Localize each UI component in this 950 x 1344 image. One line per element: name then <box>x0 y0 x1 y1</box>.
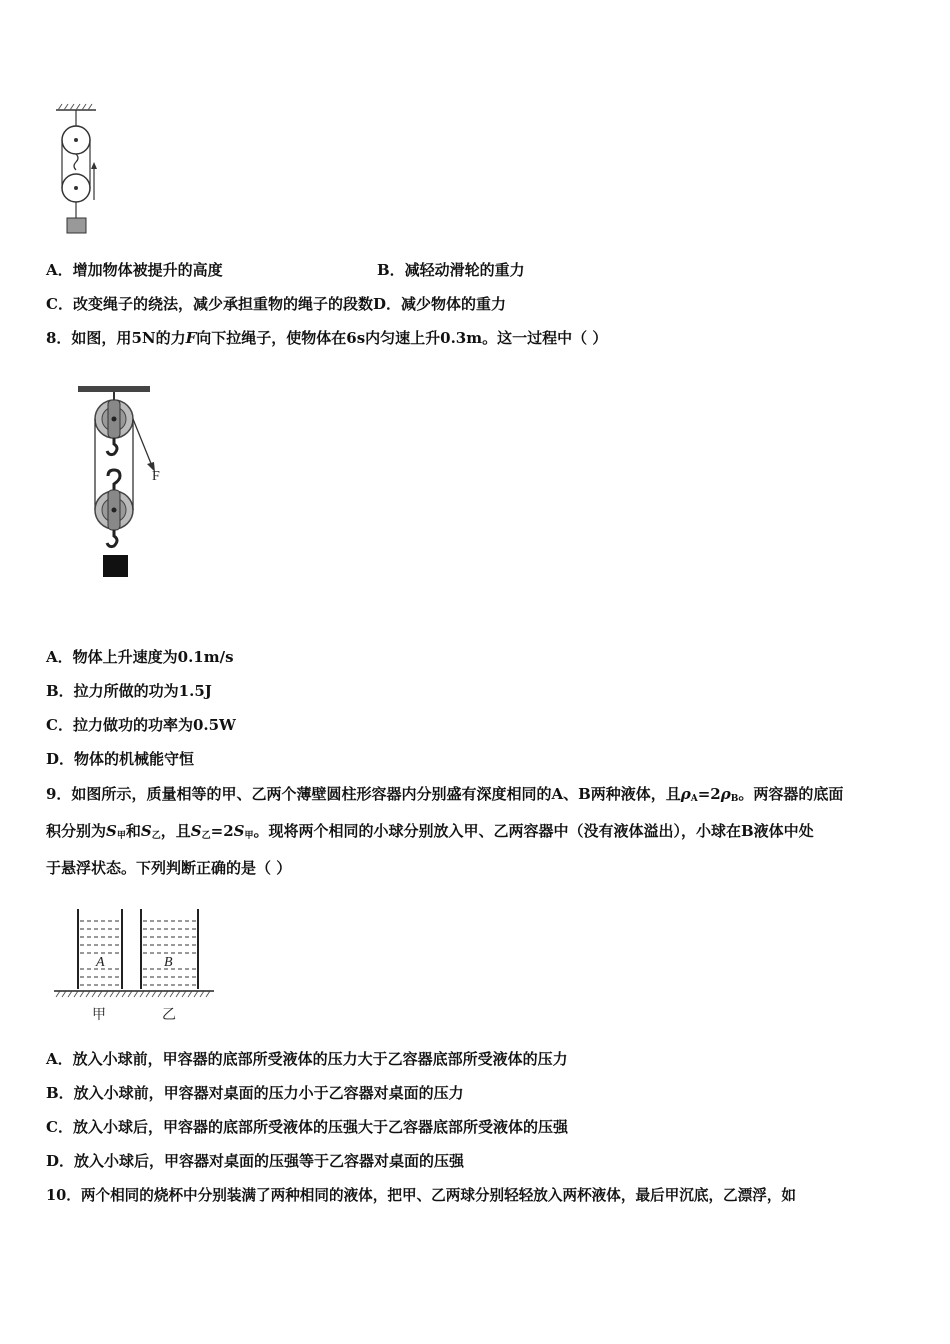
q8-option-b: B．拉力所做的功为1.5J <box>46 682 212 700</box>
q10-stem: 10．两个相同的烧杯中分别装满了两种相同的液体，把甲、乙两球分别轻轻放入两杯液体，最后甲沉底，乙漂浮，如 <box>46 1187 797 1204</box>
q9-label-yi: 乙 <box>162 1007 176 1023</box>
q7-option-b: B．减轻动滑轮的重力 <box>377 261 525 279</box>
q9-option-b: B．放入小球前，甲容器对桌面的压力小于乙容器对桌面的压力 <box>46 1084 464 1102</box>
q7-option-d: D．减少物体的重力 <box>372 295 506 313</box>
q8-option-d: D．物体的机械能守恒 <box>46 750 195 768</box>
q7-option-c-d <box>46 294 506 314</box>
q9-option-c: C．放入小球后，甲容器的底部所受液体的压强大于乙容器底部所受液体的压强 <box>46 1118 568 1136</box>
q9-stem-line1: 9．如图所示，质量相等的甲、乙两个薄壁圆柱形容器内分别盛有深度相同的A、B两种液体，且$\rho_A=2\rho_B$。两容器的底面 <box>46 785 844 804</box>
q8-stem: 8．如图，用5N的力F向下拉绳子，使物体在6s内匀速上升0.3m。这一过程中（ ） <box>46 329 608 347</box>
q8-force-label: F <box>152 469 160 484</box>
q8-option-c: C．拉力做功的功率为0.5W <box>46 716 236 734</box>
q7-option-a: A．增加物体被提升的高度 <box>46 261 223 279</box>
q9-stem-line3: 于悬浮状态。下列判断正确的是（ ） <box>46 859 292 877</box>
q9-option-d: D．放入小球后，甲容器对桌面的压强等于乙容器对桌面的压强 <box>46 1152 465 1170</box>
q9-label-jia: 甲 <box>92 1007 106 1023</box>
q9-label-a: A <box>96 955 105 970</box>
q8-option-a: A．物体上升速度为0.1m/s <box>46 648 234 666</box>
q8-pulley-figure <box>74 382 184 587</box>
q9-stem-line2: 积分别为$S_甲$和$S_乙$，且$S_乙=2S_甲$。现将两个相同的小球分别放入甲、乙两容器中（没有液体溢出），小球在B液体中处 <box>46 822 814 841</box>
q9-containers-figure <box>50 905 220 1027</box>
q7-option-c: C．改变绳子的绕法，减少承担重物的绳子的段数 <box>46 295 373 313</box>
q9-option-a: A．放入小球前，甲容器的底部所受液体的压力大于乙容器底部所受液体的压力 <box>46 1050 568 1068</box>
q7-pulley-figure <box>50 100 110 240</box>
q9-label-b: B <box>164 955 173 970</box>
